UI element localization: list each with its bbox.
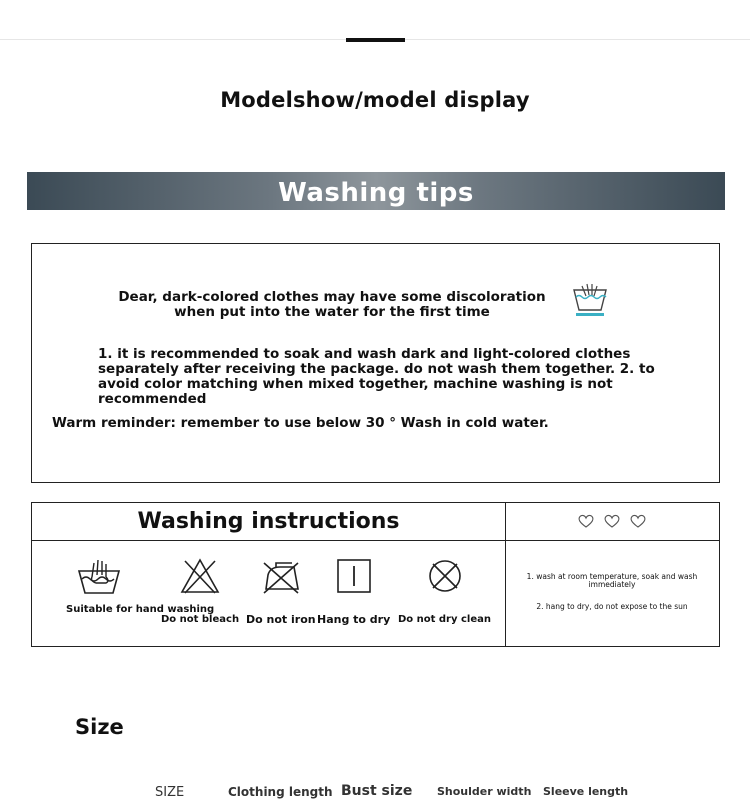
- banner-title: Washing tips: [278, 178, 474, 208]
- care-label: Suitable for hand washing: [66, 604, 215, 615]
- active-tab-indicator: [346, 38, 405, 42]
- instruction-note: 1. wash at room temperature, soak and wash immediately: [526, 572, 698, 589]
- care-label: Do not dry clean: [398, 614, 491, 625]
- size-column-header: Sleeve length: [543, 785, 629, 798]
- page-title: Modelshow/model display: [220, 88, 530, 112]
- instruction-note: 2. hang to dry, do not expose to the sun: [536, 602, 688, 611]
- heart-icon: [629, 513, 647, 529]
- care-symbol-no-iron: [246, 555, 316, 625]
- care-symbol-no-bleach: [161, 555, 239, 625]
- soak-basin-icon: [568, 280, 612, 320]
- no-dry-clean-icon: [422, 555, 468, 597]
- care-label: Do not bleach: [161, 614, 240, 625]
- table-divider-vertical: [505, 503, 506, 646]
- size-column-header: SIZE: [155, 785, 185, 800]
- size-column-header: Clothing length: [228, 785, 333, 799]
- hang-dry-icon: [331, 555, 377, 597]
- care-label: Do not iron: [246, 613, 316, 626]
- size-section-title: Size: [75, 715, 124, 739]
- washing-tips-banner: [27, 172, 725, 210]
- care-label: Hang to dry: [317, 613, 391, 626]
- heart-icon: [577, 513, 595, 529]
- care-symbol-no-dry-clean: [398, 555, 491, 625]
- warm-reminder: Warm reminder: remember to use below 30 ° Wash in cold water.: [52, 415, 549, 431]
- washing-instructions-table: [31, 502, 720, 647]
- no-bleach-icon: [177, 555, 223, 597]
- washing-tips-box: [31, 243, 720, 483]
- no-iron-icon: [258, 555, 304, 597]
- hand-wash-icon: [76, 555, 122, 597]
- tips-lead-text: Dear, dark-colored clothes may have some discoloration when put into the water for the first time: [118, 289, 546, 320]
- size-column-header: Shoulder width: [437, 785, 532, 798]
- hearts-decoration: [577, 513, 647, 529]
- tips-body-text: 1. it is recommended to soak and wash dark and light-colored clothes separately after receiving the package. do not wash them together. 2. to avoid color matching when mixed together, machine washing is not recommended: [98, 346, 655, 407]
- heart-icon: [603, 513, 621, 529]
- size-column-header: Bust size: [341, 783, 413, 799]
- table-divider-horizontal: [32, 540, 719, 541]
- care-symbol-hang-dry: [317, 555, 390, 625]
- care-symbol-hand-wash: [66, 555, 215, 615]
- instructions-title: Washing instructions: [137, 509, 400, 534]
